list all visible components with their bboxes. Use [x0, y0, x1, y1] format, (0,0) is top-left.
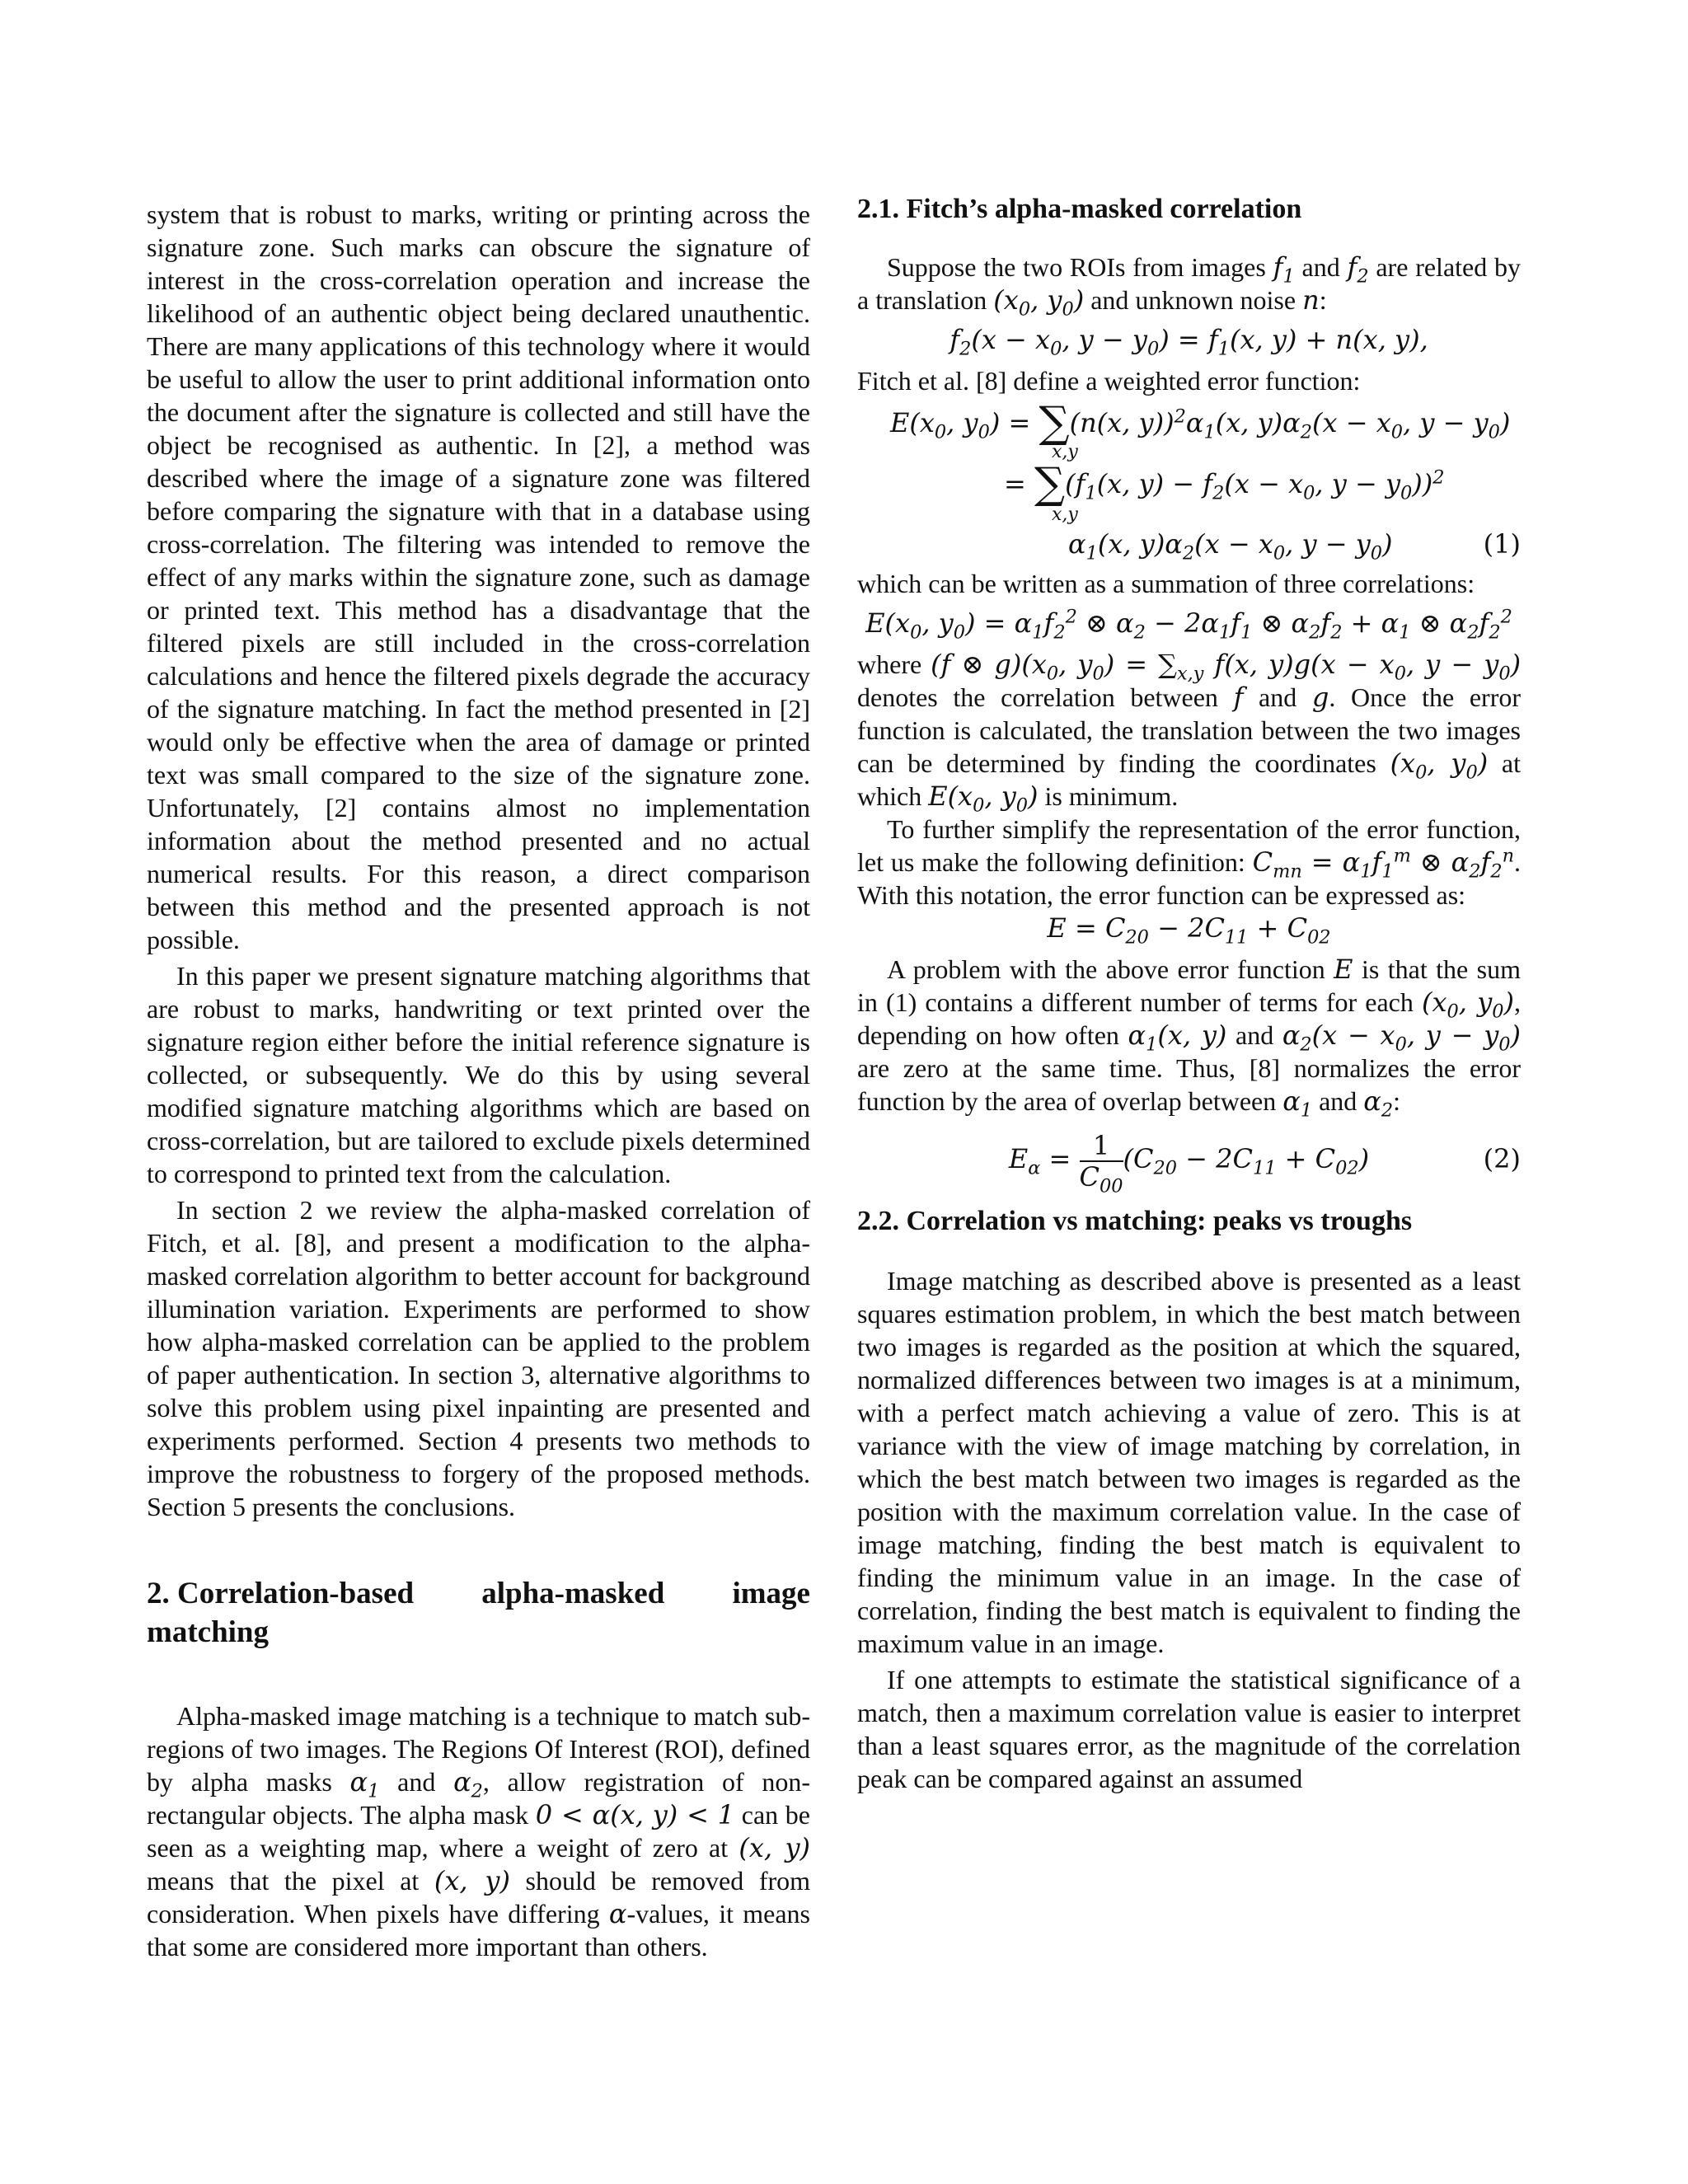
section-2-heading — [147, 1574, 810, 1652]
equation-1: $E(x_0$, $y_0) = \sum(n(x$, $y))^2\alpha_1(x$, $y)\alpha_2(x - x_0$, $y - y_0$) x,y = $\sum(f_1(x$, $y) - f_2(x - x_0$, $y - y_0))^2$ x,y $\alpha_1(x$, $y)\alpha_2(x - x_0$, $y - y_0$) (1) — [890, 398, 1521, 565]
section-2-title-line2: matching — [147, 1615, 269, 1649]
paragraph-fitch-define: Fitch et al. [8] define a weighted error function: — [857, 366, 1361, 396]
paragraph-intro-continued: system that is robust to marks, writing or printing across the signature zone. Such marks can obscure the signature of interest in the cross-correlation operation and increase the likelihood of an authentic object being declared unauthentic. There are many applications of this technology where it would be useful to allow the user to print additional information onto the document after the signature is collected and still have the object be recognised as authentic. In [2], a method was described where the image of a signature zone was filtered before comparing the signature with that in a database using cross-correlation. The filtering was intended to remove the effect of any marks within the signature zone, such as damage or printed text. This method has a disadvantage that the filtered pixels are still included in the cross-correlation calculations and hence the filtered pixels degrade the accuracy of the signature matching. In fact the method presented in [2] would only be effective when the area of damage or printed text was small compared to the size of the signature zone. Unfortunately, [2] contains almost no implementation information about the method presented and no actual numerical results. For this reason, a direct comparison between this method and the presented approach is not possible. — [147, 199, 810, 954]
paragraph-problem: A problem with the above error function E is that the sum in (1) contains a different number of terms for each ($x_0$, $y_0$), depending on how often $\alpha_1(x$, y) and $\alpha_2(x - x_0$, $y - y_0$) are zero at the same time. Thus, [8] normalizes the error function by the area of overlap between $\alpha_1$ and $\alpha_2$: — [857, 954, 1522, 1122]
equation-1-number: (1) — [1483, 528, 1521, 560]
paragraph-outline: In section 2 we review the alpha-masked correlation of Fitch, et al. [8], and present a modification to the alpha-masked correlation algorithm to better account for background illumination variation. Experiments are performed to show how alpha-masked correlation can be applied to the problem of paper authentication. In section 3, alternative algorithms to solve this problem using pixel inpainting are presented and experiments performed. Section 4 presents two methods to improve the robustness to forgery of the proposed methods. Section 5 presents the conclusions. — [147, 1195, 810, 1521]
right-column — [857, 194, 1522, 1795]
paragraph-three-correlations: which can be written as a summation of three correlations: — [857, 569, 1475, 598]
paragraph-matching: Image matching as described above is presented as a least squares estimation problem, in which the best match between two images is regarded as the position at which the squared, normalized differences between two images is at a minimum, with a perfect match achieving a value of zero. This is at variance with the view of image matching by correlation, in which the best match between two images is regarded as the position with the maximum correlation value. In the case of image matching, finding the best match is equivalent to finding the minimum value in an image. In the case of correlation, finding the best match is equivalent to finding the maximum value in an image. — [857, 1266, 1521, 1658]
equation-e-cmn: $E = C_{20} - 2C_{11} + C_{02}$ — [1047, 912, 1331, 949]
paragraph-present: In this paper we present signature matching algorithms that are robust to marks, handwriting or text printed over the signature region either before the initial reference signature is collected, or subsequently. We do this by using several modified signature matching algorithms which are based on cross-correlation, but are tailored to exclude pixels determined to correspond to printed text from the calculation. — [147, 961, 810, 1188]
equation-three-correlations: $E(x_0$, $y_0) = \alpha_1f_2^2$ ⊗ $\alpha_2 - 2\alpha_1f_1$ ⊗ $\alpha_2f_2 + \alpha_1$ ⊗ $\alpha_2f_2^2$ — [865, 606, 1512, 644]
equation-2-number: (2) — [1483, 1143, 1521, 1174]
equation-2: $E_\alpha$ = $\frac{1}{C_{00}}$ $(C_{20} - 2C_{11} + C_{02})$ (2) — [857, 1126, 1521, 1192]
subsection-2-2-title: 2.2. Correlation vs matching: peaks vs troughs — [857, 1206, 1413, 1236]
paragraph-significance: If one attempts to estimate the statistical significance of a match, then a maximum correlation value is easier to interpret than a least squares error, as the magnitude of the correlation peak can be compared against an assumed — [857, 1665, 1521, 1793]
paragraph-suppose: Suppose the two ROIs from images $f_1$ and $f_2$ are related by a translation ($x_0$, $y_0$) and unknown noise n: — [857, 251, 1522, 321]
paragraph-correlation-def: where (f ⊗ $g)(x_0$, $y_0) = \sum_{x,y}$ f(x, $y)g(x - x_0$, $y - y_0$) denotes the correlation between f and g. Once the error function is calculated, the translation between the two images can be determined by finding the coordinates ($x_0$, $y_0$) at which $E(x_0$, $y_0$) is minimum. — [857, 649, 1522, 817]
paragraph-simplify: To further simplify the representation of the error function, let us make the following definition: $C_{mn} = \alpha_1f_1^m$ ⊗ $\alpha_2f_2^n$. With this notation, the error function can be expressed as: — [857, 814, 1522, 910]
paragraph-alpha-masked: Alpha-masked image matching is a technique to match sub-regions of two images. The Regions Of Interest (ROI), defined by alpha masks $\alpha_1$ and $\alpha_2$, allow registration of non-rectangular objects. The alpha mask 0 < α(x, y) < 1 can be seen as a weighting map, where a weight of zero at (x, y) means that the pixel at (x, y) should be removed from consideration. When pixels have differing α-values, it means that some are considered more important than others. — [147, 1701, 811, 1961]
section-2-title-word1: 2. Correlation-based — [147, 1577, 415, 1610]
left-column — [147, 198, 810, 1963]
section-2-title-word2: alpha-masked — [481, 1577, 665, 1610]
section-2-title-word3: image — [732, 1577, 810, 1610]
subsection-2-1-title: 2.1. Fitch’s alpha-masked correlation — [857, 194, 1302, 224]
equation-translation: $f_2(x - x_0$, $y - y_0) = f_1(x$, y) + n(x, y), — [950, 324, 1428, 360]
